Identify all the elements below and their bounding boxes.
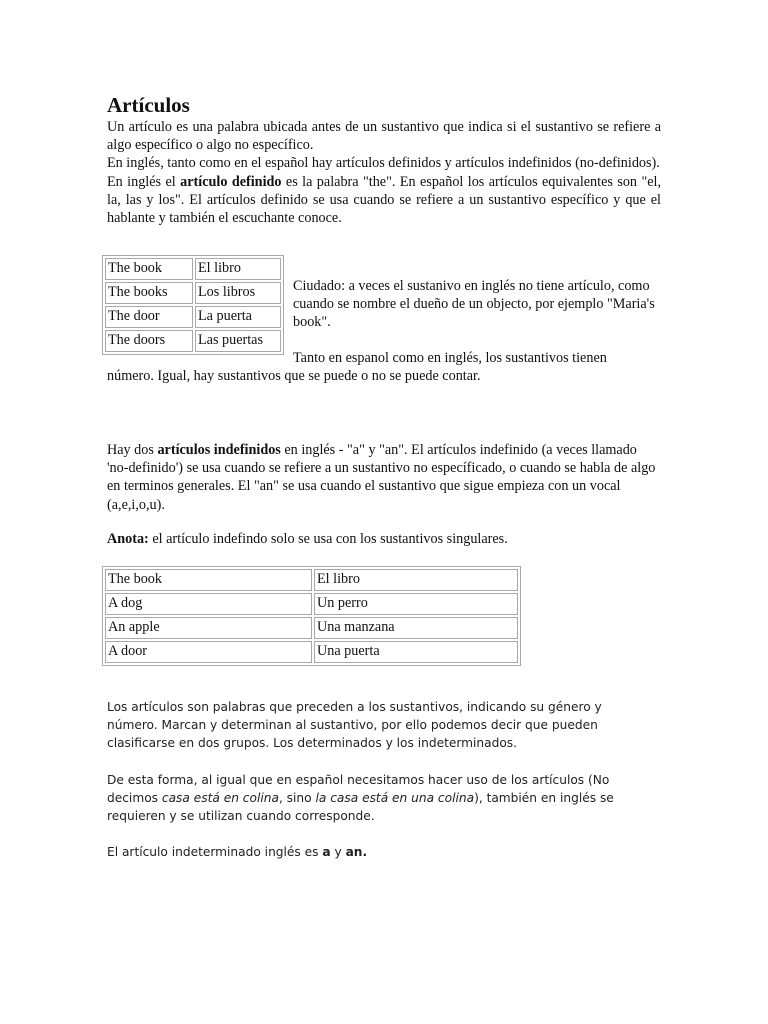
sans-p3-c: y <box>330 845 346 860</box>
definite-article-term: artículo definido <box>180 173 282 190</box>
number-note-line-1: Tanto en espanol como en inglés, los sustantivos tienen <box>293 350 607 366</box>
table-cell: La puerta <box>195 306 281 328</box>
table-cell: Un perro <box>314 593 518 615</box>
table-cell: An apple <box>105 617 312 639</box>
sans-paragraph-2 <box>107 771 627 826</box>
intro-paragraph-3 <box>107 173 661 228</box>
sans-paragraph-1: Los artículos son palabras que preceden a los sustantivos, indicando su género y número. Marcan y determinan al sustantivo, por ello podemos decir que pueden clasificarse en dos grupos. Los determinados y los indeterminados. <box>107 700 602 751</box>
table-cell: A door <box>105 641 312 663</box>
intro-p3-text-a: En inglés el <box>107 173 181 190</box>
page-title: Artículos <box>107 93 190 117</box>
table-row <box>105 282 281 304</box>
table-row <box>105 569 518 591</box>
table-cell: The door <box>105 306 193 328</box>
table-cell: El libro <box>195 258 281 280</box>
article-an: an. <box>345 845 368 860</box>
sans-p2-example-1: casa está en colina <box>161 790 279 805</box>
intro-paragraph-1: Un artículo es una palabra ubicada antes de un sustantivo que indica si el sustantivo se refiere a algo específico o algo no específico. <box>107 119 661 154</box>
number-note-line-2: número. Igual, hay sustantivos que se puede o no se puede contar. <box>107 368 481 384</box>
table-row <box>105 258 281 280</box>
table-cell: Una manzana <box>314 617 518 639</box>
intro-section <box>107 118 663 227</box>
sans-p2-c: , sino <box>278 790 316 805</box>
table-cell: The book <box>105 258 193 280</box>
table-row <box>105 593 518 615</box>
note-label: Anota: <box>107 531 149 547</box>
table-row <box>105 641 518 663</box>
indefinite-articles-table <box>102 566 521 666</box>
sans-p2-e: ), también en inglés se requieren y se utilizan cuando corresponde. <box>107 790 614 824</box>
note-paragraph <box>107 530 661 548</box>
sans-section <box>107 698 627 861</box>
sans-p2-a: De esta forma, al igual que en español necesitamos hacer uso de los artículos (No decimos <box>107 772 610 805</box>
sans-p2-example-2: la casa está en una colina <box>315 790 475 805</box>
caution-note: Ciudado: a veces el sustanivo en inglés no tiene artículo, como cuando se nombre el dueño de un objecto, por ejemplo "Maria's book". <box>293 278 655 331</box>
table-row <box>105 617 518 639</box>
table-cell: The book <box>105 569 312 591</box>
table-cell: The doors <box>105 330 193 352</box>
note-text: el artículo indefindo solo se usa con los sustantivos singulares. <box>148 531 508 547</box>
table-row <box>105 330 281 352</box>
definite-articles-table <box>102 255 284 355</box>
table-cell: A dog <box>105 593 312 615</box>
indefinite-article-term: artículos indefinidos <box>157 442 281 458</box>
sans-paragraph-3 <box>107 843 627 861</box>
intro-paragraph-2: En inglés, tanto como en el español hay artículos definidos y artículos indefinidos (no-definidos). <box>107 155 660 172</box>
table-cell: Los libros <box>195 282 281 304</box>
sans-p3-a: El artículo indeterminado inglés es <box>107 845 323 860</box>
article-a: a <box>322 845 331 860</box>
table-cell: Las puertas <box>195 330 281 352</box>
table-cell: The books <box>105 282 193 304</box>
table-cell: Una puerta <box>314 641 518 663</box>
table-cell: El libro <box>314 569 518 591</box>
indef-text-a: Hay dos <box>107 442 158 458</box>
intro-p3-text-c: es la palabra "the". En español los artículos equivalentes son "el, la, las y los". El artículos definido se usa cuando se refiere a un sustantivo específico y que el hablante y también el escuchante conoce. <box>107 173 662 227</box>
indefinite-articles-paragraph <box>107 441 661 514</box>
table-row <box>105 306 281 328</box>
indef-text-c: en inglés - "a" y "an". El artículos indefinido (a veces llamado 'no-definido') se usa cuando se refiere a un sustantivo no específicado, o cuando se habla de algo en terminos generales. El "an" se usa cuando el sustantivo que sigue empieza con un vocal (a,e,i,o,u). <box>107 442 656 513</box>
